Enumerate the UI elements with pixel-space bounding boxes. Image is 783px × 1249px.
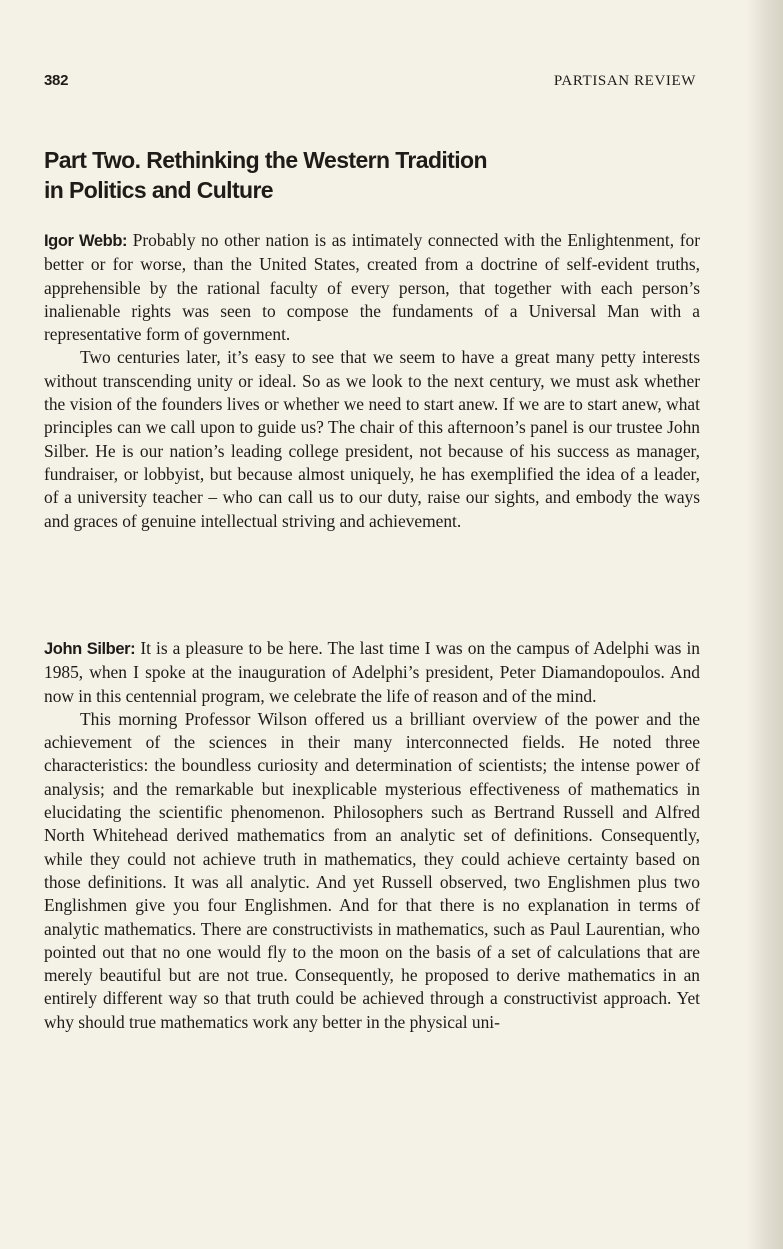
paragraph-text: Two centuries later, it’s easy to see that we seem to have a great many petty interests without transcending unity or ideal. So as we look to the next century, we must ask whether the vision of the founders lives or whether we need to start anew. If we are to start anew, what principles can we call upon to guide us? The chair of this afternoon’s panel is our trustee John Silber. He is our nation’s leading college president, not because of his success as manager, fundraiser, or lobbyist, but because almost uniquely, he has exemplified the idea of a leader, of a university teacher – who can call us to our duty, raise our sights, and embody the ways and graces of genuine intellectual striving and achievement.	[44, 347, 700, 531]
paragraph-text: It is a pleasure to be here. The last time I was on the campus of Adelphi was in 1985, when I spoke at the inauguration of Adelphi’s president, Peter Diamandopoulos. And now in this centennial program, we celebrate the life of reason and of the mind.	[44, 638, 700, 706]
section-heading-line-2: in Politics and Culture	[44, 177, 274, 203]
paragraph-text: This morning Professor Wilson offered us a brilliant overview of the power and the achievement of the sciences in their many interconnected fields. He noted three characteristics: the boundless curiosity and determination of scientists; the intense power of analysis; and the remarkable but inexplicable mysterious effectiveness of mathematics in elucidating the scientific phenomenon. Philosophers such as Bertrand Russell and Alfred North Whitehead derived mathematics from an analytic set of definitions. Consequently, while they could not achieve truth in mathematics, they could achieve certainty based on those definitions. It was all analytic. And yet Russell observed, two Englishmen plus two Englishmen give you four Englishmen. And for that there is no explanation in terms of analytic mathematics. There are constructivists in mathematics, such as Paul Laurentian, who pointed out that no one would fly to the moon on the basis of a set of calculations that are merely beautiful but are not true. Consequently, he proposed to derive mathematics in an entirely different way so that truth could be achieved through a constructivist approach. Yet why should true mathematics work any better in the physical uni-	[44, 708, 700, 1032]
speech-john-silber	[44, 637, 700, 1034]
page-number: 382	[44, 72, 69, 89]
paragraph-text: Probably no other nation is as intimately connected with the Enlightenment, for better or for worse, than the United States, created from a doctrine of self-evident truths, apprehensible by the rational faculty of every person, that together with each person’s inalienable rights was seen to compose the fundaments of a Universal Man with a representative form of government.	[44, 230, 700, 345]
speech-paragraph	[44, 637, 700, 708]
running-head	[44, 72, 696, 90]
page-edge-shadow	[747, 0, 783, 1249]
speaker-name: Igor Webb:	[44, 232, 128, 250]
speech-paragraph	[44, 229, 700, 346]
speaker-name: John Silber:	[44, 640, 136, 658]
speech-paragraph	[44, 346, 700, 532]
speech-igor-webb	[44, 229, 700, 533]
journal-title: PARTISAN REVIEW	[553, 73, 696, 89]
section-heading-line-1: Part Two. Rethinking the Western Tradition	[44, 147, 487, 173]
speech-paragraph	[44, 708, 700, 1034]
section-heading	[44, 145, 684, 205]
